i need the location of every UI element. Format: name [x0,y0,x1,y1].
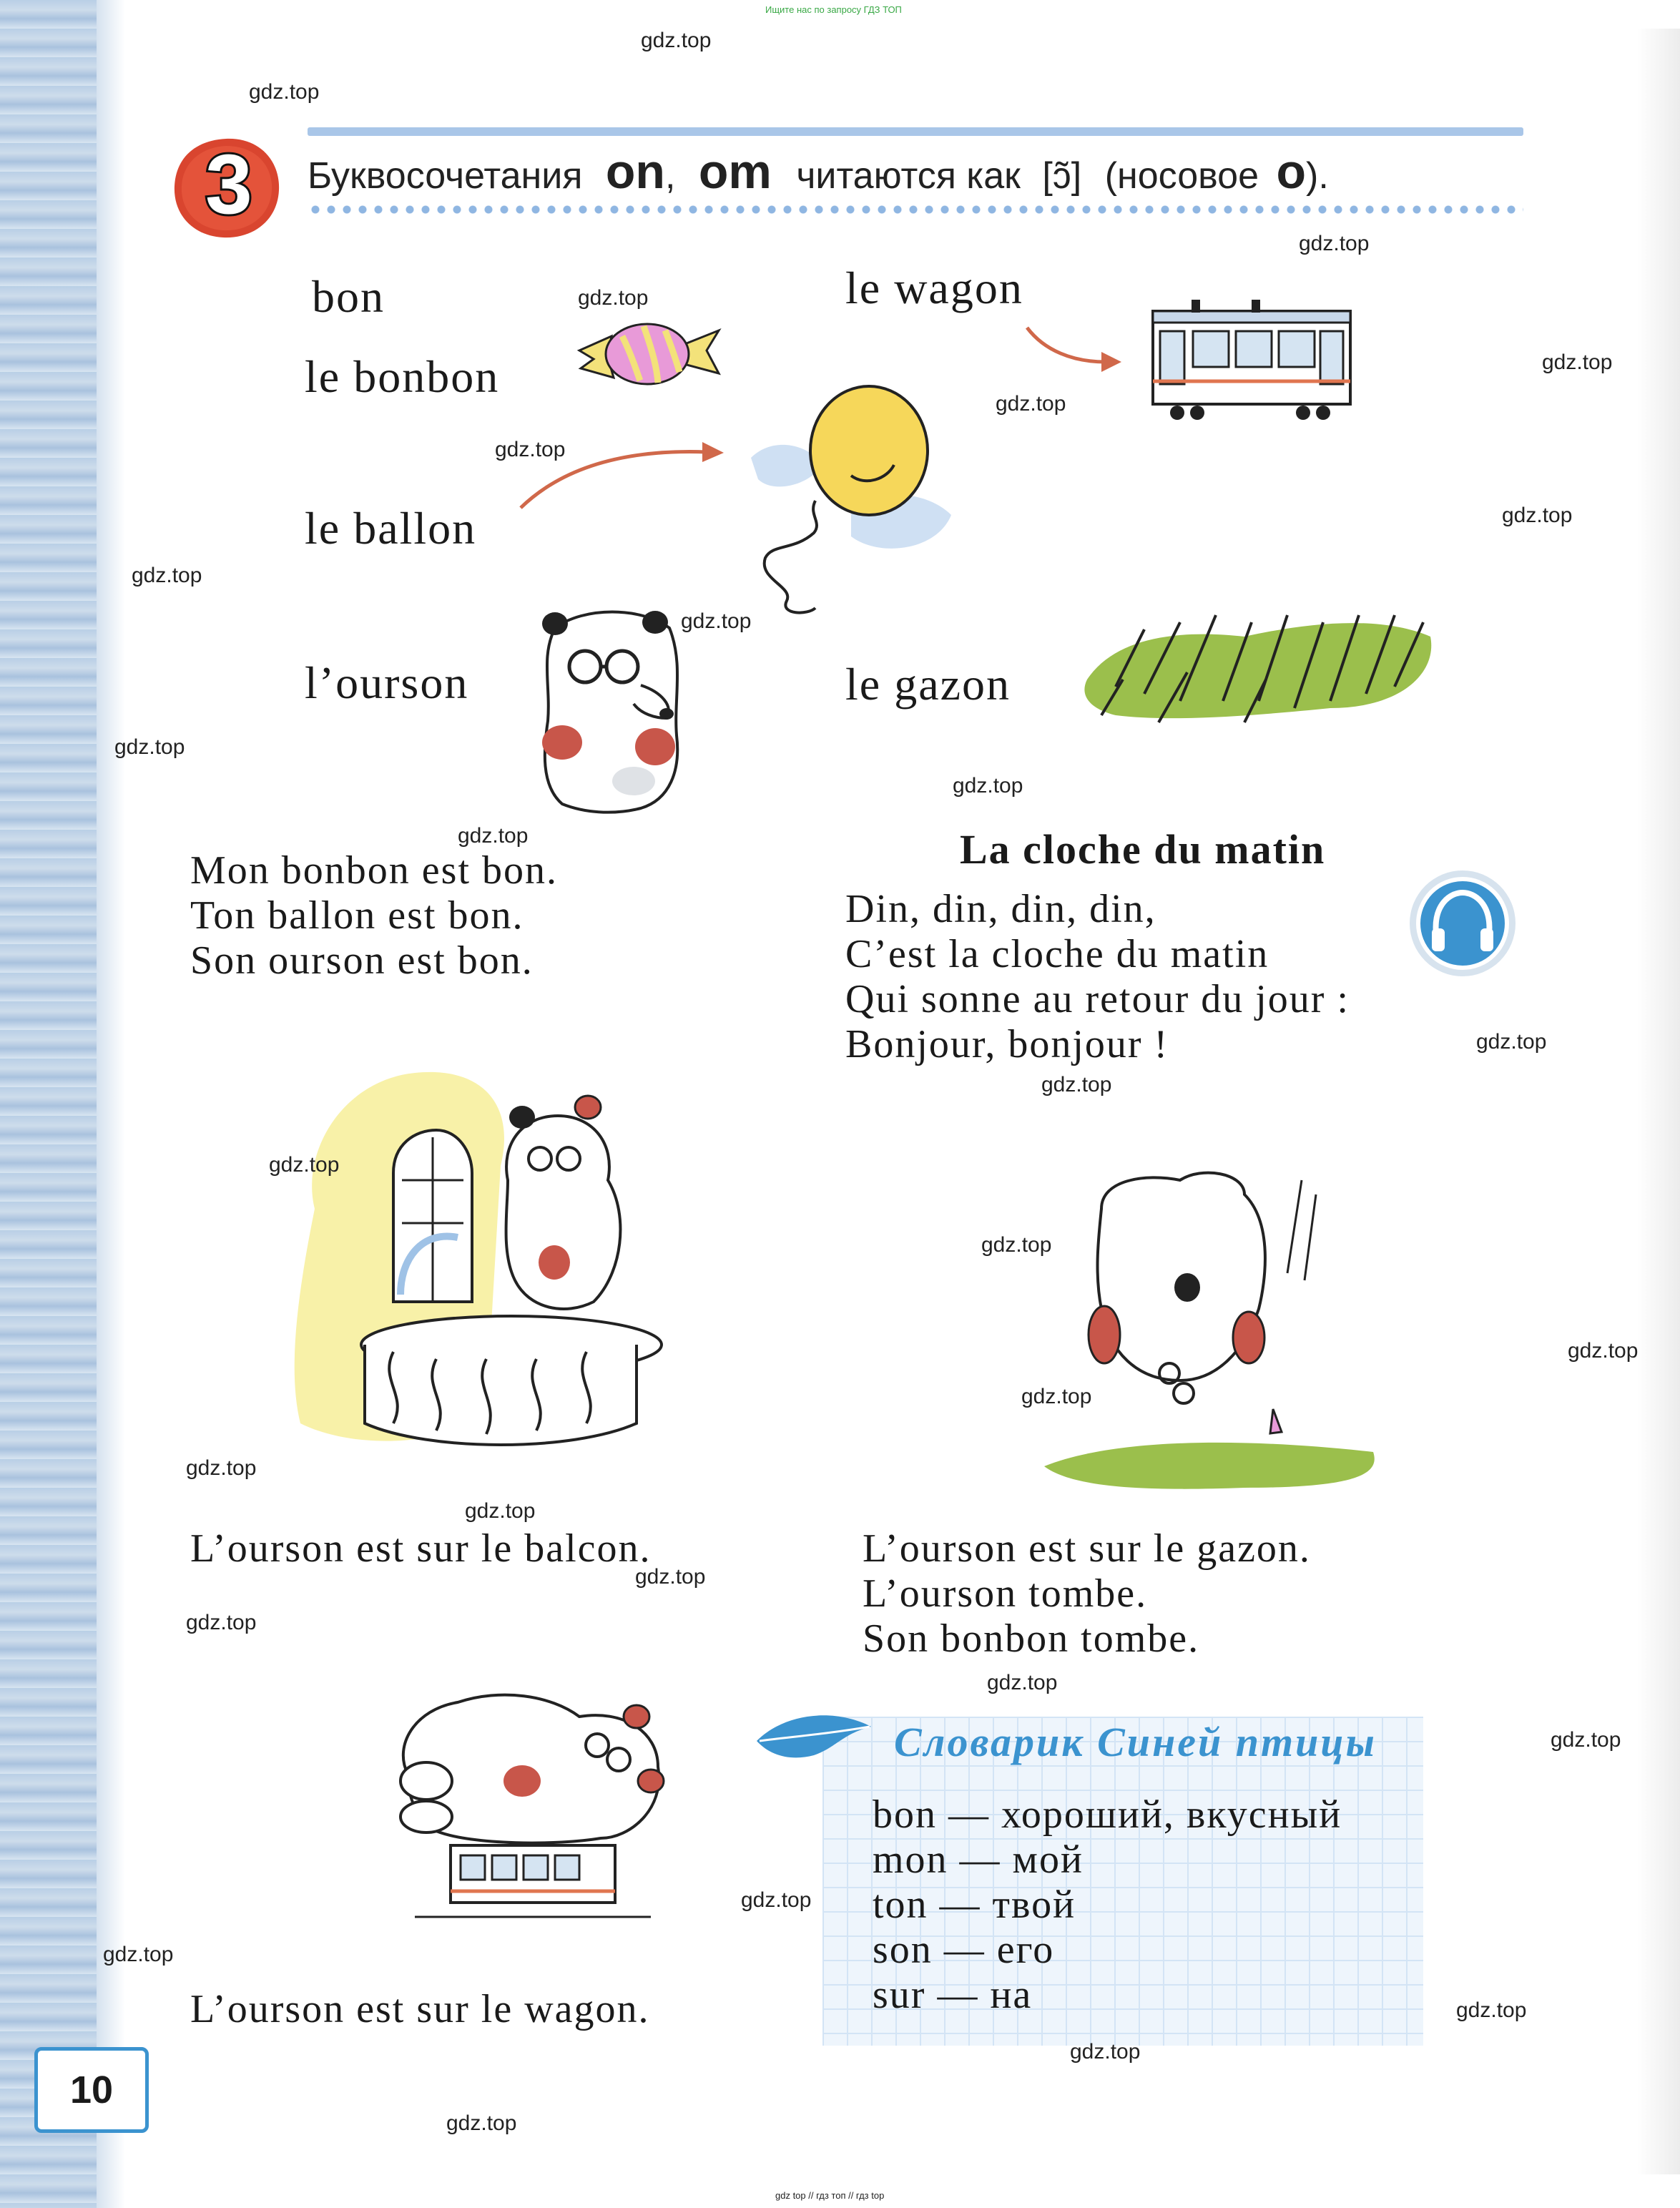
nasal-sound: [ɔ̃] [1042,155,1082,197]
dictionary-entry-son: son — его [873,1928,1055,1972]
dictionary-entry-mon: mon — мой [873,1837,1084,1882]
audio-button[interactable] [1408,868,1518,978]
watermark: gdz.top [641,29,712,52]
page-number: 10 [34,2047,149,2133]
exercise-number: 3 [205,137,252,232]
poem-line-2: C’est la cloche du matin [845,932,1269,976]
dictionary-entry-bon: bon — хороший, вкусный [873,1792,1342,1837]
watermark: gdz.top [987,1671,1058,1694]
caption-balcon: L’ourson est sur le balcon. [190,1526,652,1571]
caption-gazon-2: L’ourson tombe. [863,1571,1148,1616]
watermark: gdz.top [446,2111,517,2135]
note-close: ). [1306,155,1329,197]
page-right-edge [1637,29,1680,2174]
bear-on-balcony-illustration [272,1066,672,1469]
bottom-note: gdz top // гдз топ // гдз top [775,2190,885,2201]
watermark: gdz.top [269,1153,340,1177]
word-bon: bon [312,271,385,322]
feather-icon [750,1705,878,1772]
word-le-bonbon: le bonbon [305,351,500,402]
grass-illustration [1073,594,1445,740]
sentence-son-ourson: Son ourson est bon. [190,938,534,983]
watermark: gdz.top [1070,2040,1141,2064]
dictionary-title: Словарик Синей птицы [894,1719,1377,1765]
watermark: gdz.top [578,286,649,310]
left-band-fade [97,0,125,2208]
word-le-gazon: le gazon [845,659,1011,710]
watermark: gdz.top [981,1233,1052,1257]
word-lourson: l’ourson [305,657,469,708]
watermark: gdz.top [186,1456,257,1480]
combo-on: on [605,144,665,199]
nasal-o-letter: o [1276,144,1307,199]
watermark: gdz.top [495,438,566,461]
watermark: gdz.top [114,735,185,759]
watermark: gdz.top [1041,1073,1112,1096]
watermark: gdz.top [953,774,1023,798]
poem-line-3: Qui sonne au retour du jour : [845,977,1350,1021]
watermark: gdz.top [1299,232,1370,255]
watermark: gdz.top [465,1499,536,1523]
caption-gazon-1: L’ourson est sur le gazon. [863,1526,1311,1571]
poem-line-1: Din, din, din, din, [845,887,1156,931]
header-dotted-rule [308,205,1523,215]
arrow-to-wagon [1023,322,1123,382]
watermark: gdz.top [635,1565,706,1589]
sentence-mon-bonbon: Mon bonbon est bon. [190,848,558,893]
sentence-ton-ballon: Ton ballon est bon. [190,893,524,938]
balloon-illustration [744,379,966,625]
watermark: gdz.top [1542,350,1613,374]
dictionary-entry-ton: ton — твой [873,1883,1076,1927]
poem-line-4: Bonjour, bonjour ! [845,1022,1169,1066]
word-le-wagon: le wagon [845,262,1023,313]
caption-gazon-3: Son bonbon tombe. [863,1616,1200,1661]
watermark: gdz.top [103,1943,174,1966]
watermark: gdz.top [1568,1339,1639,1363]
left-decorative-band [0,0,97,2208]
caption-wagon: L’ourson est sur le wagon. [190,1987,650,2031]
watermark: gdz.top [1476,1030,1547,1054]
watermark: gdz.top [996,392,1066,416]
bear-illustration [534,607,698,824]
watermark: gdz.top [1551,1728,1621,1752]
dictionary-entry-sur: sur — на [873,1973,1033,2017]
watermark: gdz.top [1456,1998,1527,2022]
exercise-instruction [308,143,1329,200]
watermark: gdz.top [681,609,752,633]
bear-falling-illustration [1030,1166,1402,1505]
note-open: (носовое [1104,155,1259,197]
instruction-pre: Буквосочетания [308,155,583,197]
instruction-mid: читаются как [796,155,1021,197]
wagon-illustration [1144,297,1366,428]
watermark: gdz.top [186,1611,257,1634]
watermark: gdz.top [132,564,202,587]
watermark: gdz.top [249,80,320,104]
watermark: gdz.top [741,1888,812,1912]
candy-illustration [572,315,722,396]
top-search-note: Ищите нас по запросу ГДЗ ТОП [765,4,902,15]
comma: , [664,155,676,197]
combo-om: om [698,144,772,199]
header-rule [308,127,1523,136]
poem-title: La cloche du matin [960,826,1326,873]
watermark: gdz.top [458,824,529,848]
bear-on-wagon-illustration [386,1681,679,1941]
word-le-ballon: le ballon [305,503,477,554]
watermark: gdz.top [1502,504,1573,527]
headphones-icon [1408,868,1518,978]
watermark: gdz.top [1021,1385,1092,1408]
